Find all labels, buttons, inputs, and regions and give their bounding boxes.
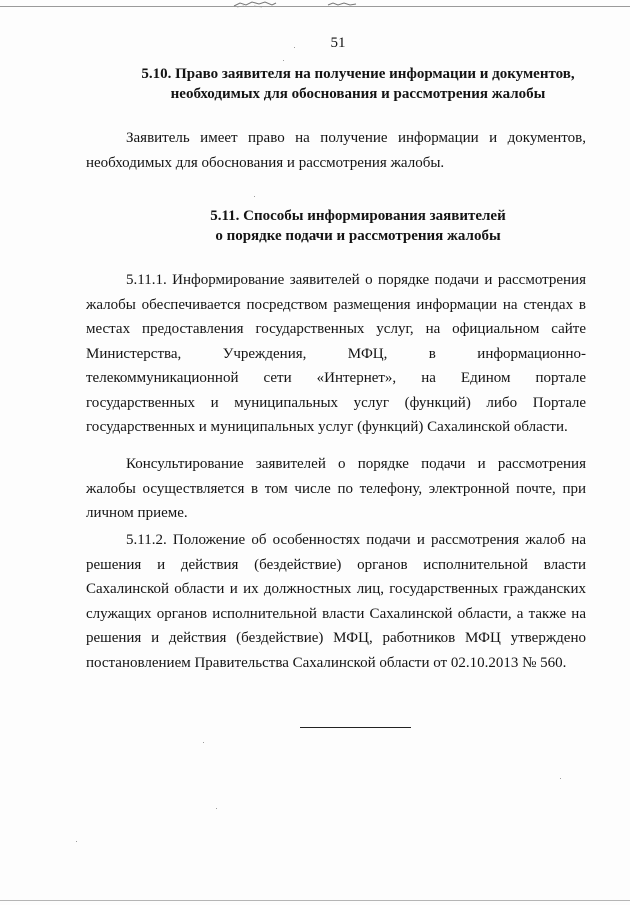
scan-artifact-mark	[326, 0, 360, 8]
paragraph-line: служащих органов исполнительной власти Сахалинской области, а также на	[86, 605, 586, 622]
paragraph-line: государственных и муниципальных услуг (функций) либо Портале	[86, 394, 586, 411]
paragraph-line: 5.11.1. Информирование заявителей о порядке подачи и рассмотрения	[126, 272, 586, 288]
scan-speck	[283, 60, 284, 61]
paragraph-line: жалобы обеспечивается посредством размещения информации на стендах в	[86, 296, 586, 313]
paragraph-line: государственных и муниципальных услуг (функций) Сахалинской области.	[86, 419, 568, 435]
paragraph-5-11-2	[86, 528, 586, 675]
page-number: 51	[330, 35, 346, 51]
paragraph-line: 5.11.2. Положение об особенностях подачи и рассмотрения жалоб на	[126, 532, 586, 548]
paragraph-5-11-1	[86, 268, 586, 440]
section-5-10-heading	[90, 64, 626, 104]
heading-line: 5.11. Способы информирования заявителей	[210, 208, 506, 224]
scan-artifact-mark	[232, 0, 278, 8]
heading-line: о порядке подачи и рассмотрения жалобы	[215, 228, 501, 244]
scan-speck	[76, 841, 77, 842]
paragraph-line: жалобы осуществляется в том числе по телефону, электронной почте, при	[86, 480, 586, 497]
paragraph-line: необходимых для обоснования и рассмотрения жалобы.	[86, 154, 445, 171]
paragraph-line: Министерства, Учреждения, МФЦ, в информационно-	[86, 345, 586, 362]
paragraph-line: постановлением Правительства Сахалинской области от 02.10.2013 № 560.	[86, 654, 567, 671]
page-bottom-edge	[0, 900, 630, 901]
paragraph-line: Сахалинской области и их должностных лиц, государственных гражданских	[86, 581, 586, 597]
paragraph-line: Заявитель имеет право на получение информации и документов,	[126, 130, 586, 146]
scan-speck	[294, 47, 295, 48]
paragraph-line: решения и действия (бездействие) МФЦ, работников МФЦ утверждено	[86, 630, 586, 646]
paragraph-line: личном приеме.	[86, 505, 188, 521]
scan-speck	[203, 742, 204, 743]
section-5-11-heading	[90, 206, 626, 246]
paragraph-line: местах предоставления государственных услуг, на официальном сайте	[86, 321, 586, 337]
page-top-edge	[0, 6, 630, 7]
paragraph-line: решения и действия (бездействие) органов исполнительной власти	[86, 556, 586, 573]
paragraph-consultation	[86, 452, 586, 526]
scan-speck	[216, 808, 217, 809]
scan-speck	[560, 778, 561, 779]
scan-speck	[254, 196, 255, 197]
paragraph-line: Консультирование заявителей о порядке подачи и рассмотрения	[126, 456, 586, 472]
section-5-10-paragraph	[86, 126, 586, 175]
heading-line: 5.10. Право заявителя на получение информации и документов,	[141, 66, 575, 82]
heading-line: необходимых для обоснования и рассмотрения жалобы	[170, 86, 546, 102]
paragraph-line: телекоммуникационной сети «Интернет», на Едином портале	[86, 370, 586, 386]
end-divider-line	[300, 727, 411, 728]
